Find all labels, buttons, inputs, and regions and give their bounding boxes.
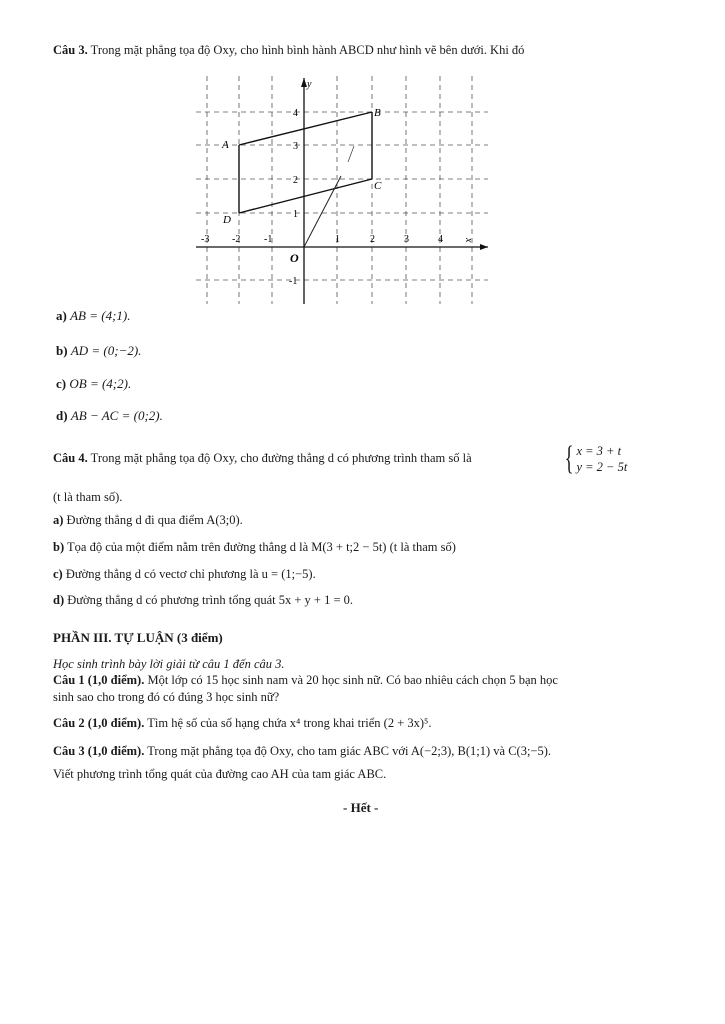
y-tick-label: 2 (293, 175, 298, 186)
essay-q3-line1: Câu 3 (1,0 điểm). Trong mặt phẳng tọa độ Oxy, cho tam giác ABC với A(−2;3), B(1;1) và C(3;−5). (53, 744, 552, 758)
q4-label: Câu 4. (53, 451, 88, 465)
q4-option-d: d) Đường thẳng d có phương trình tổng quát 5x + y + 1 = 0. (53, 593, 353, 607)
x-tick-label: 3 (404, 234, 409, 245)
parallelogram-abcd (239, 112, 372, 213)
part3-heading: PHẦN III. TỰ LUẬN (3 điểm) (53, 630, 223, 645)
x-tick-label: 4 (438, 234, 443, 245)
q3-label: Câu 3. (53, 43, 88, 57)
point-label-c: C (374, 180, 382, 192)
q3-text: Trong mặt phẳng tọa độ Oxy, cho hình bình hành ABCD như hình vẽ bên dưới. Khi đó (90, 43, 525, 57)
part3-instruction: Học sinh trình bày lời giải từ câu 1 đến câu 3. (53, 657, 285, 671)
system-eq-x: x = 3 + t (576, 444, 622, 458)
x-tick-label: -3 (201, 234, 210, 245)
q4-line (53, 450, 472, 466)
y-tick-label: 4 (293, 108, 298, 119)
segment-ob-faint (348, 146, 354, 162)
q4-param-note: (t là tham số). (53, 490, 123, 504)
y-tick-label: 3 (293, 141, 298, 152)
grid-lines (196, 76, 488, 304)
essay-q3-line2: Viết phương trình tổng quát của đường cao AH của tam giác ABC. (53, 767, 387, 781)
q3-option-b: b) AD = (0;−2). (56, 343, 142, 358)
end-marker: - Hết - (343, 800, 379, 815)
y-axis-label: y (307, 79, 312, 90)
origin-label: O (290, 251, 299, 265)
point-label-a: A (222, 139, 229, 151)
parallelogram-figure (196, 76, 488, 304)
x-tick-label: 2 (370, 234, 375, 245)
y-tick-label: -1 (289, 276, 298, 287)
q4-option-c: c) Đường thẳng d có vectơ chỉ phương là u = (1;−5). (53, 567, 316, 581)
essay-q1-line1: Câu 1 (1,0 điểm). Một lớp có 15 học sinh nam và 20 học sinh nữ. Có bao nhiêu cách chọn 5 bạn học (53, 673, 558, 687)
q3-option-a: a) AB = (4;1). (56, 308, 131, 323)
system-brace: { (564, 440, 574, 477)
y-tick-label: 1 (293, 209, 298, 220)
q3-line (53, 42, 524, 58)
x-axis-arrow (480, 244, 488, 250)
x-tick-label: -2 (232, 234, 241, 245)
q4-option-b: b) Tọa độ của một điểm nằm trên đường thẳng d là M(3 + t;2 − 5t) (t là tham số) (53, 540, 456, 554)
q4-text: Trong mặt phẳng tọa độ Oxy, cho đường thẳng d có phương trình tham số là (90, 451, 472, 465)
q3-option-c: c) OB = (4;2). (56, 376, 132, 391)
point-label-b: B (374, 107, 381, 119)
q4-system (561, 440, 627, 478)
essay-q1-line2: sinh sao cho trong đó có đúng 3 học sinh nữ? (53, 690, 280, 704)
q3-option-d: d) AB − AC = (0;2). (56, 408, 163, 423)
x-tick-label: -1 (264, 234, 273, 245)
q4-option-a: a) Đường thẳng d đi qua điểm A(3;0). (53, 513, 243, 527)
x-tick-label: 1 (335, 234, 340, 245)
point-label-d: D (223, 214, 231, 226)
x-axis-label: x (463, 238, 474, 243)
essay-q2-line: Câu 2 (1,0 điểm). Tìm hệ số của số hạng chứa x⁴ trong khai triển (2 + 3x)⁵. (53, 716, 432, 730)
system-eq-y: y = 2 − 5t (576, 460, 628, 474)
